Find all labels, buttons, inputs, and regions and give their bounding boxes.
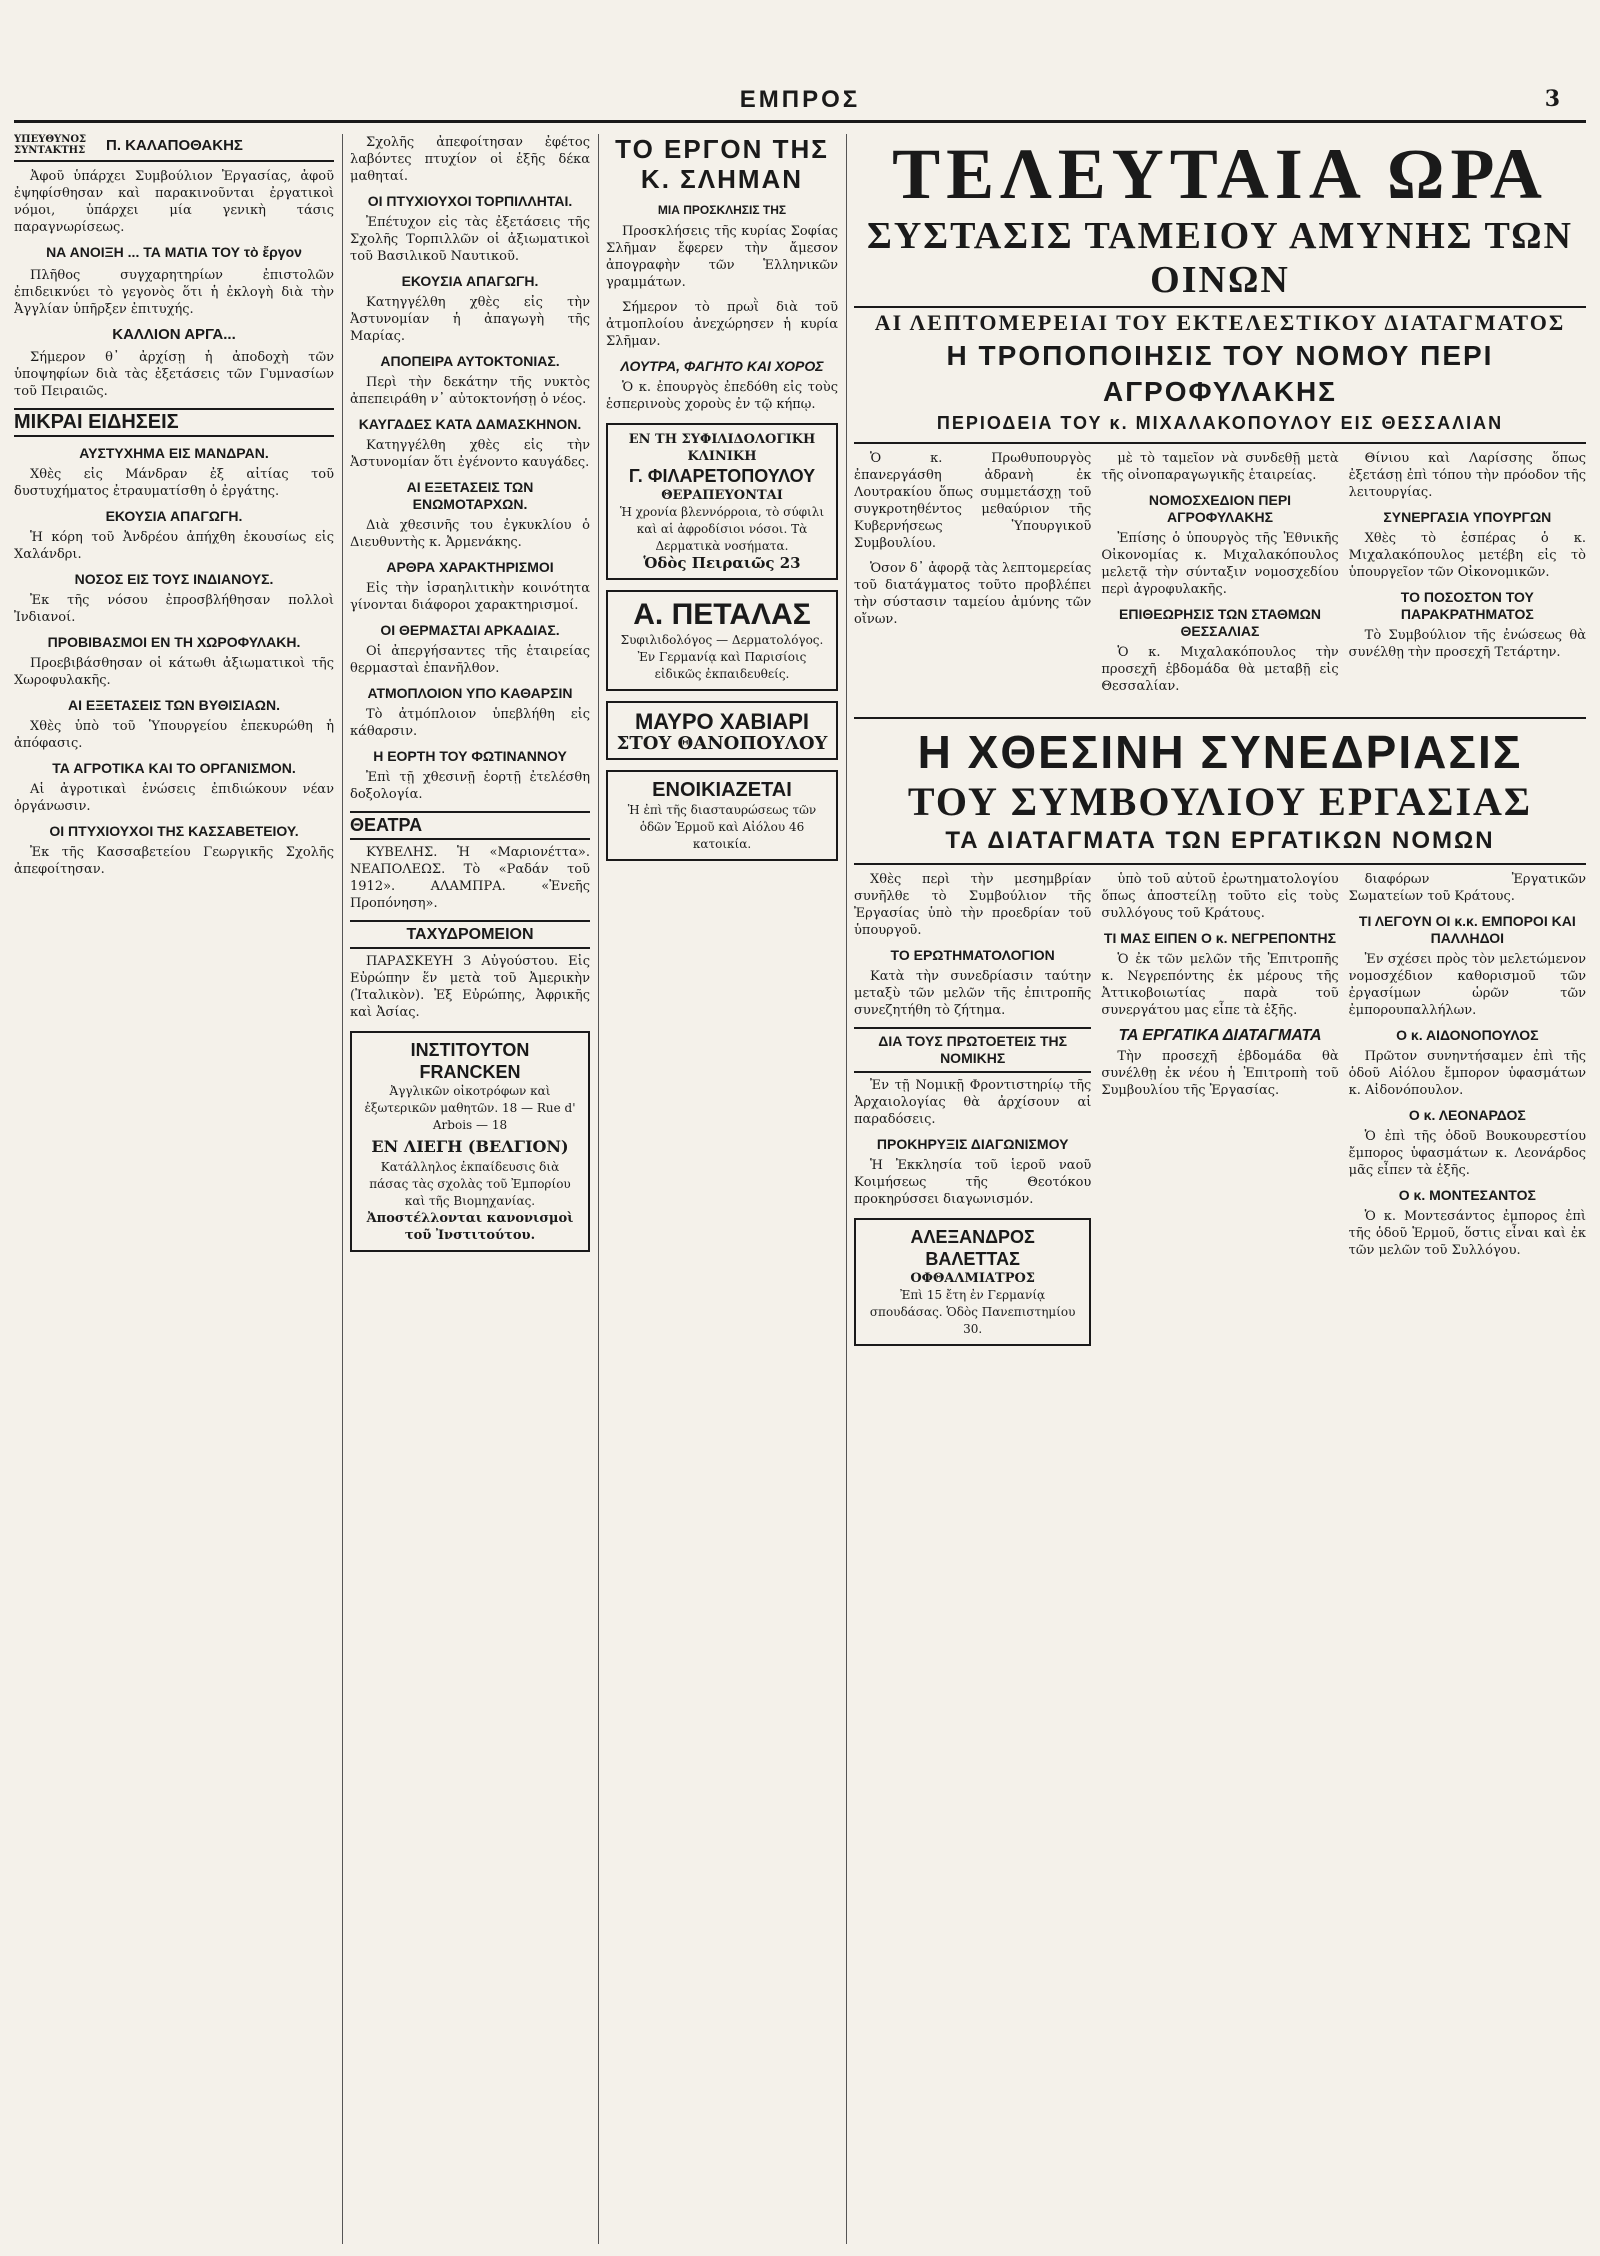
article-paragraph: Θίνιου καὶ Λαρίσσης ὅπως ἐξετάσῃ ἐπὶ τόπου τὴν πρόοδον τῆς λειτουργίας.	[1348, 451, 1586, 500]
news-item-text: Περὶ τὴν δεκάτην τῆς νυκτὸς ἀπεπειράθη ν᾽ αὐτοκτονήσῃ ὁ νέος.	[350, 375, 590, 407]
ad-text: Συφιλιδολόγος — Δερματολόγος. Ἐν Γερμανίᾳ καὶ Παρισίοις εἰδικῶς ἐκπαιδευθείς.	[620, 633, 824, 681]
article-paragraph: Σήμερον τὸ πρωῒ διὰ τοῦ ἀτμοπλοίου ἀνεχώρησεν ἡ κυρία Σλῆμαν.	[606, 300, 838, 349]
theatre-listing: ΚΥΒΕΛΗΣ. Ἡ «Μαριονέττα». ΝΕΑΠΟΛΕΩΣ. Τὸ «Ραδάν τοῦ 1912». ΑΛΑΜΠΡΑ. «Ἐνεῆς Προπόνηση».	[350, 845, 590, 911]
clinic-text: Ἡ χρονία βλεννόρροια, τὸ σύφιλι καὶ αἱ ἀφροδίσιοι νόσοι. Τὰ Δερματικὰ νοσήματα.	[619, 505, 825, 553]
article-paragraph: Ὁ κ. ἐπουργὸς ἐπεδόθη εἰς τοὺς ἑσπερινοὺς χοροὺς ἐν τῷ κήπῳ.	[606, 380, 838, 412]
advertisement-francken	[350, 1031, 590, 1252]
article-paragraph: Πλῆθος συγχαρητηρίων ἐπιστολῶν ἐπιδεικνύει τὸ γεγονὸς ὅτι ἡ ἐκλογὴ διὰ τὴν Ἀγγλίαν ὑπῆρξεν ἐπιτυχής.	[14, 268, 334, 317]
page-number: 3	[1544, 86, 1560, 112]
article-subhead: ΤΙ ΜΑΣ ΕΙΠΕΝ Ο κ. ΝΕΓΡΕΠΟΝΤΗΣ	[1103, 930, 1337, 946]
article-subhead: ΤΑ ΕΡΓΑΤΙΚΑ ΔΙΑΤΑΓΜΑΤΑ	[1118, 1027, 1322, 1044]
article-subhead: Ο κ. ΑΙΔΟΝΟΠΟΥΛΟΣ	[1396, 1027, 1539, 1043]
article-paragraph: Ἐπίσης ὁ ὑπουργὸς τῆς Ἐθνικῆς Οἰκονομίας κ. Μιχαλακόπουλος μελετᾷ τὴν σύνταξιν νομοσχεδίου περὶ ἀγροφυλακῆς.	[1101, 531, 1339, 597]
news-item	[14, 760, 334, 815]
article-subhead: ΝΑ ΑΝΟΙΞΗ ... ΤΑ ΜΑΤΙΑ ΤΟΥ τὸ ἔργον	[46, 244, 302, 260]
headline: ΠΕΡΙΟΔΕΙΑ ΤΟΥ κ. ΜΙΧΑΛΑΚΟΠΟΥΛΟΥ ΕΙΣ ΘΕΣΣΑΛΙΑΝ	[936, 413, 1504, 433]
article-paragraph: διαφόρων Ἐργατικῶν Σωματείων τοῦ Κράτους.	[1348, 872, 1586, 904]
clinic-address: Ὁδὸς Πειραιῶς 23	[643, 554, 801, 572]
news-item	[350, 353, 590, 408]
article-subhead: Ο κ. ΛΕΟΝΑΡΔΟΣ	[1408, 1107, 1526, 1123]
news-item-text: Κατηγγέλθη χθὲς εἰς τὴν Ἀστυνομίαν ἡ ἀπαγωγὴ τῆς Μαρίας.	[350, 295, 590, 344]
article-column	[1349, 871, 1586, 1356]
clinic-head: ΕΝ ΤΗ ΣΥΦΙΛΙΔΟΛΟΓΙΚΗ ΚΛΙΝΙΚΗ	[628, 432, 816, 464]
news-item-text: Προεβιβάσθησαν οἱ κάτωθι ἀξιωματικοὶ τῆς Χωροφυλακῆς.	[14, 656, 334, 688]
news-item	[350, 479, 590, 551]
theatre-section-title: ΘΕΑΤΡΑ	[350, 811, 590, 840]
news-item-head: ΑΠΟΠΕΙΡΑ ΑΥΤΟΚΤΟΝΙΑΣ.	[380, 353, 560, 369]
ad-text: Ἐπὶ 15 ἔτη ἐν Γερμανίᾳ σπουδάσας. Ὁδὸς Πανεπιστημίου 30.	[869, 1288, 1076, 1336]
article-paragraph: Πρῶτον συνηντήσαμεν ἐπὶ τῆς ὁδοῦ Αἰόλου ἔμπορον ὑφασμάτων κ. Αἰδονόπουλον.	[1348, 1049, 1586, 1098]
advertisement-clinic	[606, 423, 838, 580]
headline: Η ΧΘΕΣΙΝΗ ΣΥΝΕΔΡΙΑΣΙΣ	[917, 726, 1523, 778]
column-2	[350, 134, 590, 2244]
article-paragraph: μὲ τὸ ταμεῖον νὰ συνδεθῇ μετὰ τῆς οἰνοπαραγωγικῆς ἑταιρείας.	[1101, 451, 1339, 483]
article-subhead: ΕΠΙΘΕΩΡΗΣΙΣ ΤΩΝ ΣΤΑΘΜΩΝ ΘΕΣΣΑΛΙΑΣ	[1119, 606, 1321, 639]
news-item-head: ΑΡΘΡΑ ΧΑΡΑΚΤΗΡΙΣΜΟΙ	[386, 559, 554, 575]
article-paragraph: Ὁ ἐπὶ τῆς ὁδοῦ Βουκουρεστίου ἔμπορος ὑφασμάτων κ. Λεονάρδος μᾶς εἶπεν τὰ ἑξῆς.	[1348, 1129, 1586, 1178]
masthead	[0, 0, 1600, 120]
article-paragraph: Ὁσον δ᾽ ἀφορᾷ τὰς λεπτομερείας τοῦ διατάγματος τοῦτο προβλέπει τὴν σύστασιν ταμείου ἀμύνης τῶν οἴνων.	[854, 561, 1092, 627]
article-column	[1101, 450, 1338, 703]
news-item	[350, 622, 590, 677]
column-divider	[598, 134, 599, 2244]
news-item-text: Χθὲς εἰς Μάνδραν ἐξ αἰτίας τοῦ δυστυχήματος ἐτραυματίσθη ὁ ἐργάτης.	[14, 467, 334, 499]
news-item	[14, 634, 334, 689]
article-subhead: ΔΙΑ ΤΟΥΣ ΠΡΩΤΟΕΤΕΙΣ ΤΗΣ ΝΟΜΙΚΗΣ	[854, 1027, 1091, 1073]
news-item-text: Ἐκ τῆς Κασσαβετείου Γεωργικῆς Σχολῆς ἀπεφοίτησαν.	[14, 845, 334, 877]
news-item-head: ΟΙ ΘΕΡΜΑΣΤΑΙ ΑΡΚΑΔΙΑΣ.	[380, 622, 560, 638]
news-item-text: Ἡ κόρη τοῦ Ἀνδρέου ἀπήχθη ἑκουσίως εἰς Χαλάνδρι.	[14, 530, 334, 562]
ad-subtitle: Ἀγγλικῶν οἰκοτρόφων καὶ ἐξωτερικῶν μαθητῶν. 18 — Rue d' Arbois — 18	[364, 1084, 576, 1132]
section-rule	[854, 717, 1586, 719]
article-subhead: ΟΙ ΠΤΥΧΙΟΥΧΟΙ ΤΟΡΠΙΛΛΗΤΑΙ.	[367, 193, 573, 209]
article-paragraph: Σήμερον θ᾽ ἀρχίσῃ ἡ ἀποδοχὴ τῶν ὑποψηφίων διὰ τὰς ἐξετάσεις τῶν Γυμνασίων τοῦ Πειραιῶς.	[14, 350, 334, 399]
news-item-head: ΕΚΟΥΣΙΑ ΑΠΑΓΩΓΗ.	[105, 508, 243, 524]
article-paragraph: Τὴν προσεχῆ ἑβδομάδα θὰ συνέλθῃ ἐκ νέου ἡ Ἐπιτροπὴ τοῦ Συμβουλίου τῆς Ἐργασίας.	[1101, 1049, 1339, 1098]
headline: Η ΤΡΟΠΟΠΟΙΗΣΙΣ ΤΟΥ ΝΟΜΟΥ ΠΕΡΙ ΑΓΡΟΦΥΛΑΚΗΣ	[946, 340, 1494, 407]
clinic-subtitle: ΘΕΡΑΠΕΥΟΝΤΑΙ	[661, 488, 783, 503]
article-subhead: ΤΟ ΠΟΣΟΣΤΟΝ ΤΟΥ ΠΑΡΑΚΡΑΤΗΜΑΤΟΣ	[1400, 589, 1534, 622]
news-item	[14, 508, 334, 563]
news-item-head: ΑΤΜΟΠΛΟΙΟΝ ΥΠΟ ΚΑΘΑΡΣΙΝ	[367, 685, 573, 701]
article-columns-b	[854, 871, 1586, 1356]
newspaper-name: ΕΜΠΡΟΣ	[739, 86, 861, 113]
section-title-small-news: ΜΙΚΡΑΙ ΕΙΔΗΣΕΙΣ	[14, 408, 334, 437]
advertisement-rent	[606, 770, 838, 861]
news-item	[14, 445, 334, 500]
headline: ΤΑ ΔΙΑΤΑΓΜΑΤΑ ΤΩΝ ΕΡΓΑΤΙΚΩΝ ΝΟΜΩΝ	[945, 827, 1495, 854]
headline: ΑΙ ΛΕΠΤΟΜΕΡΕΙΑΙ ΤΟΥ ΕΚΤΕΛΕΣΤΙΚΟΥ ΔΙΑΤΑΓΜΑΤΟΣ	[874, 310, 1566, 335]
news-item	[14, 697, 334, 752]
news-item-text: Χθὲς ὑπὸ τοῦ Ὑπουργείου ἐπεκυρώθη ἡ ἀπόφασις.	[14, 719, 334, 751]
ad-title: ΜΑΥΡΟ ΧΑΒΙΑΡΙ	[634, 709, 810, 734]
article-paragraph: Ἀφοῦ ὑπάρχει Συμβούλιον Ἐργασίας, ἀφοῦ ἐψηφίσθησαν καὶ παρακινοῦνται ἐργατικοὶ νόμοι, ὑπάρχει μία γενικὴ τάσις παραγνωρίσεως.	[14, 169, 334, 235]
ad-title: ΕΝΟΙΚΙΑΖΕΤΑΙ	[652, 779, 792, 801]
column-divider	[342, 134, 343, 2244]
byline-name: Π. ΚΑΛΑΠΟΘΑΚΗΣ	[106, 136, 243, 154]
article-columns-a	[854, 450, 1586, 703]
article-paragraph: Ὁ ἐκ τῶν μελῶν τῆς Ἐπιτροπῆς κ. Νεγρεπόντης ἐκ μέρους τῆς Ἀττικοβοιωτίας παρὰ τοῦ συνεργάτου μας εἶπε τὰ ἑξῆς.	[1101, 952, 1339, 1018]
news-item-head: ΑΥΣΤΥΧΗΜΑ ΕΙΣ ΜΑΝΔΡΑΝ.	[79, 445, 269, 461]
ad-title: ΙΝΣΤΙΤΟΥΤΟΝ FRANCKEN	[410, 1040, 530, 1082]
article-paragraph: Χθὲς περὶ τὴν μεσημβρίαν συνῆλθε τὸ Συμβούλιον τῆς Ἐργασίας ὑπὸ τὴν προεδρίαν τοῦ ὑπουργοῦ.	[854, 872, 1092, 938]
section-rule	[854, 442, 1586, 444]
article-subhead: ΝΟΜΟΣΧΕΔΙΟΝ ΠΕΡΙ ΑΓΡΟΦΥΛΑΚΗΣ	[1148, 492, 1292, 525]
headline: ΤΟΥ ΣΥΜΒΟΥΛΙΟΥ ΕΡΓΑΣΙΑΣ	[907, 779, 1533, 824]
ad-title: Α. ΠΕΤΑΛΑΣ	[633, 598, 811, 631]
article-paragraph: Ἡ Ἐκκλησία τοῦ ἱεροῦ ναοῦ Κοιμήσεως τῆς Θεοτόκου προκηρύσσει διαγωνισμόν.	[854, 1158, 1092, 1207]
news-item-head: Η ΕΟΡΤΗ ΤΟΥ ΦΩΤΙΝΑΝΝΟΥ	[373, 748, 567, 764]
news-item-head: ΑΙ ΕΞΕΤΑΣΕΙΣ ΤΩΝ ΒΥΘΙΣΙΑΩΝ.	[68, 697, 280, 713]
article-paragraph: Ἐπέτυχον εἰς τὰς ἐξετάσεις τῆς Σχολῆς Τορπιλλῶν οἱ ἀξιωματικοὶ τοῦ Βασιλικοῦ Ναυτικοῦ.	[350, 215, 590, 264]
news-item-head: ΝΟΣΟΣ ΕΙΣ ΤΟΥΣ ΙΝΔΙΑΝΟΥΣ.	[74, 571, 274, 587]
news-item	[14, 823, 334, 878]
ad-text: Κατάλληλος ἐκπαίδευσις διὰ πάσας τὰς σχολὰς τοῦ Ἐμπορίου καὶ τῆς Βιομηχανίας.	[369, 1160, 571, 1208]
article-column	[854, 450, 1091, 703]
news-item	[350, 416, 590, 471]
advertisement-petalas	[606, 590, 838, 691]
article-subhead: ΤΙ ΛΕΓΟΥΝ ΟΙ κ.κ. ΕΜΠΟΡΟΙ ΚΑΙ ΠΑΛΛΗΔΟΙ	[1358, 913, 1576, 946]
clinic-name: Γ. ΦΙΛΑΡΕΤΟΠΟΥΛΟΥ	[628, 466, 816, 486]
byline	[14, 134, 334, 162]
article-paragraph: Χθὲς τὸ ἑσπέρας ὁ κ. Μιχαλακόπουλος μετέβη εἰς τὸ ὑπουργεῖον τῶν Οἰκονομικῶν.	[1348, 531, 1586, 580]
ad-text: Ἡ ἐπὶ τῆς διασταυρώσεως τῶν ὁδῶν Ἑρμοῦ καὶ Αἰόλου 46 κατοικία.	[627, 803, 817, 851]
article-subhead: ΛΟΥΤΡΑ, ΦΑΓΗΤΟ ΚΑΙ ΧΟΡΟΣ	[620, 358, 824, 374]
column-3	[606, 134, 838, 2244]
main-feature	[854, 134, 1586, 2244]
article-paragraph: Ὁ κ. Μοντεσάντος ἐμπορος ἐπὶ τῆς ὁδοῦ Ἑρμοῦ, ὅστις εἶναι καὶ ἐκ τῶν μελῶν τοῦ Συλλόγου.	[1348, 1209, 1586, 1258]
column-1	[14, 134, 334, 2244]
news-item-text: Τὸ ἀτμόπλοιον ὑπεβλήθη εἰς κάθαρσιν.	[350, 707, 590, 739]
news-item-head: ΠΡΟΒΙΒΑΣΜΟΙ ΕΝ ΤΗ ΧΩΡΟΦΥΛΑΚΗ.	[47, 634, 301, 650]
article-subhead: Ο κ. ΜΟΝΤΕΣΑΝΤΟΣ	[1398, 1187, 1536, 1203]
ad-footer: Ἀποστέλλονται κανονισμοὶ τοῦ Ἰνστιτούτου.	[366, 1211, 574, 1243]
column-divider	[846, 134, 847, 2244]
advertisement-caviar	[606, 701, 838, 760]
news-item	[350, 273, 590, 345]
ad-subtitle: ΟΦΘΑΛΜΙΑΤΡΟΣ	[910, 1271, 1035, 1286]
news-item-text: Οἱ ἀπεργήσαντες τῆς ἑταιρείας θερμασταὶ ἐπανῆλθον.	[350, 644, 590, 676]
article-column	[1349, 450, 1586, 703]
post-section-title: ΤΑΧΥΔΡΟΜΕΙΟΝ	[350, 920, 590, 949]
article-paragraph: Σχολῆς ἀπεφοίτησαν ἐφέτος λαβόντες πτυχίον οἱ ἑξῆς δέκα μαθηταί.	[350, 135, 590, 184]
news-item-head: ΤΑ ΑΓΡΟΤΙΚΑ ΚΑΙ ΤΟ ΟΡΓΑΝΙΣΜΟΝ.	[52, 760, 296, 776]
article-subtitle: ΜΙΑ ΠΡΟΣΚΛΗΣΙΣ ΤΗΣ	[657, 203, 787, 217]
article-paragraph: Προσκλήσεις τῆς κυρίας Σοφίας Σλῆμαν ἔφερεν τὴν ἄμεσον ἀπογραφὴν τῶν Ἑλληνικῶν γραμμάτων.	[606, 224, 838, 290]
news-item-head: ΕΚΟΥΣΙΑ ΑΠΑΓΩΓΗ.	[401, 273, 539, 289]
ad-subtitle: ΣΤΟΥ ΘΑΝΟΠΟΥΛΟΥ	[616, 733, 828, 754]
news-item-text: Κατηγγέλθη χθὲς εἰς τὴν Ἀστυνομίαν ὅτι ἐγένοντο καυγάδες.	[350, 438, 590, 470]
news-item-head: ΟΙ ΠΤΥΧΙΟΥΧΟΙ ΤΗΣ ΚΑΣΣΑΒΕΤΕΙΟΥ.	[49, 823, 299, 839]
news-item-text: Εἰς τὴν ἰσραηλιτικὴν κοινότητα γίνονται διάφοροι χαρακτηρισμοί.	[350, 581, 590, 613]
post-listing: ΠΑΡΑΣΚΕΥΗ 3 Αὐγούστου. Εἰς Εὐρώπην ἕν μετὰ τοῦ Ἀμερικὴν (Ἰταλικὸν). Ἐξ Εὐρώπης, Ἀφρικῆς καὶ Ἀσίας.	[350, 954, 590, 1020]
banner-headline: ΤΕΛΕΥΤΑΙΑ ΩΡΑ	[892, 134, 1548, 214]
article-subhead: ΠΡΟΚΗΡΥΞΙΣ ΔΙΑΓΩΝΙΣΜΟΥ	[876, 1136, 1069, 1152]
article-paragraph: Τὸ Συμβούλιον τῆς ἐνώσεως θὰ συνέλθῃ τὴν προσεχῆ Τετάρτην.	[1348, 628, 1586, 660]
article-paragraph: Κατὰ τὴν συνεδρίασιν ταύτην μεταξὺ τῶν μελῶν τῆς ἐπιτροπῆς συνεζητήθη τὸ ζήτημα.	[854, 969, 1092, 1018]
article-subhead: ΣΥΝΕΡΓΑΣΙΑ ΥΠΟΥΡΓΩΝ	[1383, 509, 1552, 525]
news-item	[350, 685, 590, 740]
article-paragraph: Ἐν τῇ Νομικῇ Φροντιστηρίῳ τῆς Ἀρχαιολογίας θὰ ἀρχίσουν αἱ παραδόσεις.	[854, 1078, 1092, 1127]
article-paragraph: Ὁ κ. Πρωθυπουργὸς ἐπανεργάσθη ἀδρανὴ ἐκ Λουτρακίου ὅπως συμμετάσχῃ τοῦ συγκροτηθέντος μεθαύριον τῆς Κυβερνήσεως Ὑπουργικοῦ Συμβουλίου.	[854, 451, 1092, 551]
news-item	[350, 559, 590, 614]
article-column	[854, 871, 1091, 1356]
article-title: ΤΟ ΕΡΓΟΝ ΤΗΣ Κ. ΣΛΗΜΑΝ	[615, 134, 829, 194]
news-item-head: ΚΑΥΓΑΔΕΣ ΚΑΤΑ ΔΑΜΑΣΚΗΝΟΝ.	[358, 416, 582, 432]
article-paragraph: Ὁ κ. Μιχαλακόπουλος τὴν προσεχῆ ἑβδομάδα θὰ μεταβῇ εἰς Θεσσαλίαν.	[1101, 645, 1339, 694]
news-item-text: Ἐκ τῆς νόσου ἐπροσβλήθησαν πολλοὶ Ἰνδιανοί.	[14, 593, 334, 625]
news-item-head: ΑΙ ΕΞΕΤΑΣΕΙΣ ΤΩΝ ΕΝΩΜΟΤΑΡΧΩΝ.	[406, 479, 534, 512]
byline-role: ΥΠΕΥΘΥΝΟΣ ΣΥΝΤΑΚΤΗΣ	[14, 134, 87, 156]
masthead-rule	[14, 120, 1586, 123]
ad-location: ΕΝ ΛΙΕΓΗ (ΒΕΛΓΙΟΝ)	[371, 1137, 569, 1156]
advertisement-valettas	[854, 1218, 1091, 1346]
headline: ΣΥΣΤΑΣΙΣ ΤΑΜΕΙΟΥ ΑΜΥΝΗΣ ΤΩΝ ΟΙΝΩΝ	[854, 214, 1586, 308]
news-item-text: Διὰ χθεσινῆς του ἐγκυκλίου ὁ Διευθυντὴς κ. Ἀρμενάκης.	[350, 518, 590, 550]
article-paragraph: ὑπὸ τοῦ αὐτοῦ ἐρωτηματολογίου ὅπως ἀποστείλῃ τοῦτο εἰς τοὺς συλλόγους τοῦ Κράτους.	[1101, 872, 1339, 921]
ad-title: ΑΛΕΞΑΝΔΡΟΣ ΒΑΛΕΤΤΑΣ	[910, 1227, 1035, 1269]
article-paragraph: Ἐν σχέσει πρὸς τὸν μελετώμενον νομοσχέδιον καθορισμοῦ τῶν ἐργασίμων ὡρῶν τῶν ἐμπορουπαλλήλων.	[1348, 952, 1586, 1018]
article-subhead: ΤΟ ΕΡΩΤΗΜΑΤΟΛΟΓΙΟΝ	[890, 947, 1055, 963]
news-item-text: Ἐπὶ τῇ χθεσινῇ ἑορτῇ ἐτελέσθη δοξολογία.	[350, 770, 590, 802]
news-item	[14, 571, 334, 626]
article-column	[1101, 871, 1338, 1356]
news-item	[350, 748, 590, 803]
news-item-text: Αἱ ἀγροτικαὶ ἑνώσεις ἐπιδιώκουν νέαν ὀργάνωσιν.	[14, 782, 334, 814]
article-subhead: ΚΑΛΛΙΟΝ ΑΡΓΑ...	[112, 326, 236, 343]
section-rule	[854, 863, 1586, 865]
